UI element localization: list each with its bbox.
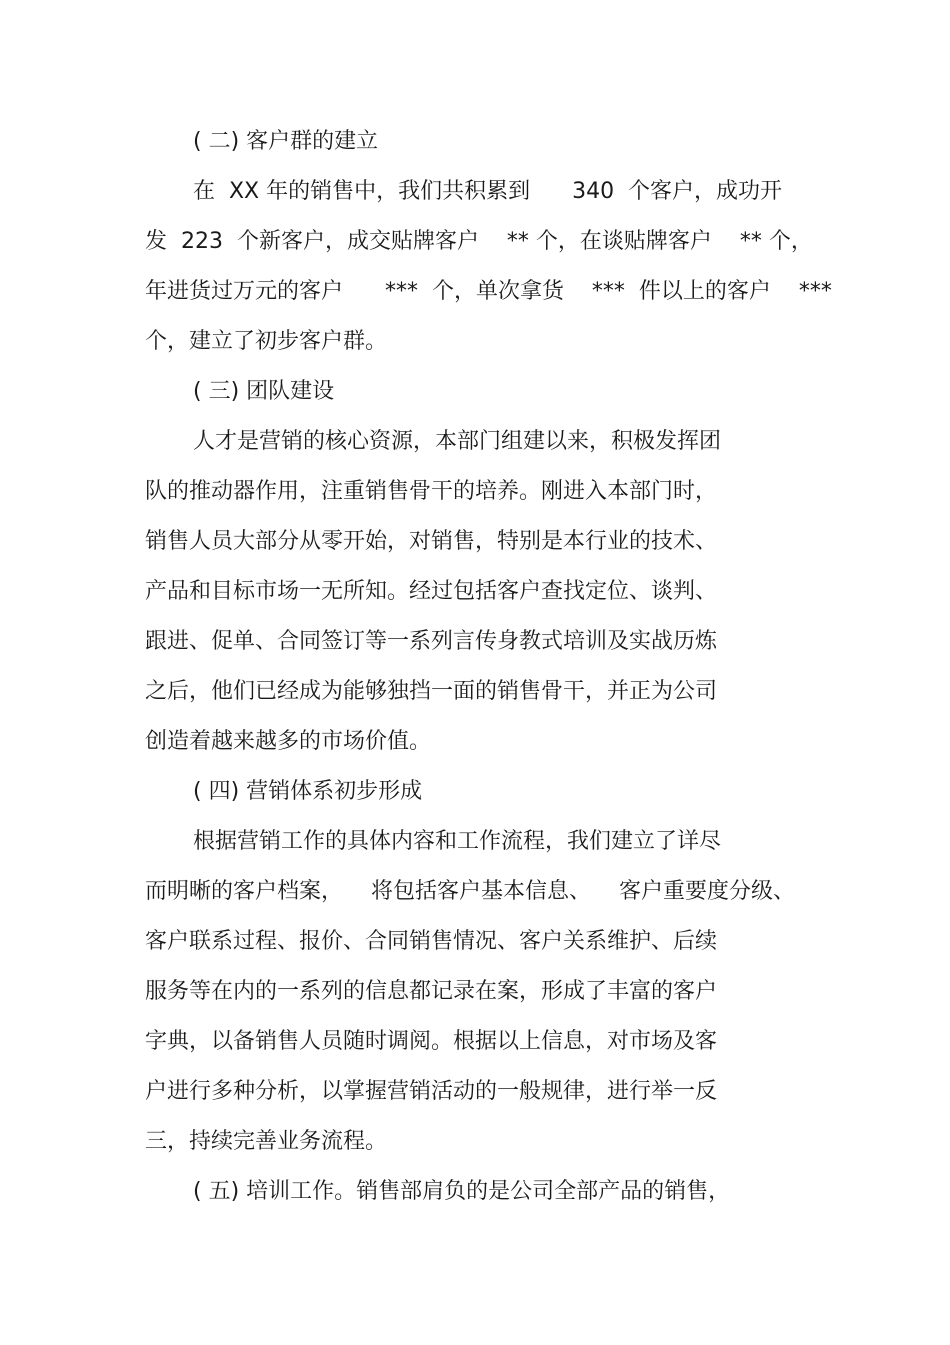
paragraph-line: 户进行多种分析，以掌握营销活动的一般规律，进行举一反 xyxy=(145,1079,718,1104)
paragraph-line: 队的推动器作用，注重销售骨干的培养。刚进入本部门时， xyxy=(145,479,718,504)
paragraph-line: 客户联系过程、报价、合同销售情况、客户关系维护、后续 xyxy=(145,929,718,954)
paragraph-line: 跟进、促单、合同签订等一系列言传身教式培训及实战历炼 xyxy=(145,629,718,654)
paragraph-line: 产品和目标市场一无所知。经过包括客户查找定位、谈判、 xyxy=(145,579,718,604)
section-heading-4: ( 四) 营销体系初步形成 xyxy=(193,779,423,804)
paragraph-line: 人才是营销的核心资源，本部门组建以来，积极发挥团 xyxy=(193,429,722,454)
section-heading-5: ( 五) 培训工作。销售部肩负的是公司全部产品的销售， xyxy=(193,1179,731,1204)
paragraph-line: 之后，他们已经成为能够独挡一面的销售骨干，并正为公司 xyxy=(145,679,718,704)
paragraph-line: 发 223 个新客户，成交贴牌客户 ** 个，在谈贴牌客户 ** 个， xyxy=(145,229,813,254)
paragraph-line: 年进货过万元的客户 *** 个，单次拿货 *** 件以上的客户 *** xyxy=(145,279,832,304)
section-heading-2: ( 二) 客户群的建立 xyxy=(193,129,379,154)
paragraph-line: 个，建立了初步客户群。 xyxy=(145,329,388,354)
paragraph-line: 而明晰的客户档案， 将包括客户基本信息、 客户重要度分级、 xyxy=(145,879,795,904)
paragraph-line: 创造着越来越多的市场价值。 xyxy=(145,729,432,754)
section-heading-3: ( 三) 团队建设 xyxy=(193,379,335,404)
paragraph-line: 销售人员大部分从零开始，对销售，特别是本行业的技术、 xyxy=(145,529,718,554)
paragraph-line: 服务等在内的一系列的信息都记录在案，形成了丰富的客户 xyxy=(145,979,718,1004)
paragraph-line: 三，持续完善业务流程。 xyxy=(145,1129,388,1154)
paragraph-line: 字典，以备销售人员随时调阅。根据以上信息，对市场及客 xyxy=(145,1029,718,1054)
paragraph-line: 在 XX 年的销售中，我们共积累到 340 个客户，成功开 xyxy=(193,179,783,204)
paragraph-line: 根据营销工作的具体内容和工作流程，我们建立了详尽 xyxy=(193,829,722,854)
